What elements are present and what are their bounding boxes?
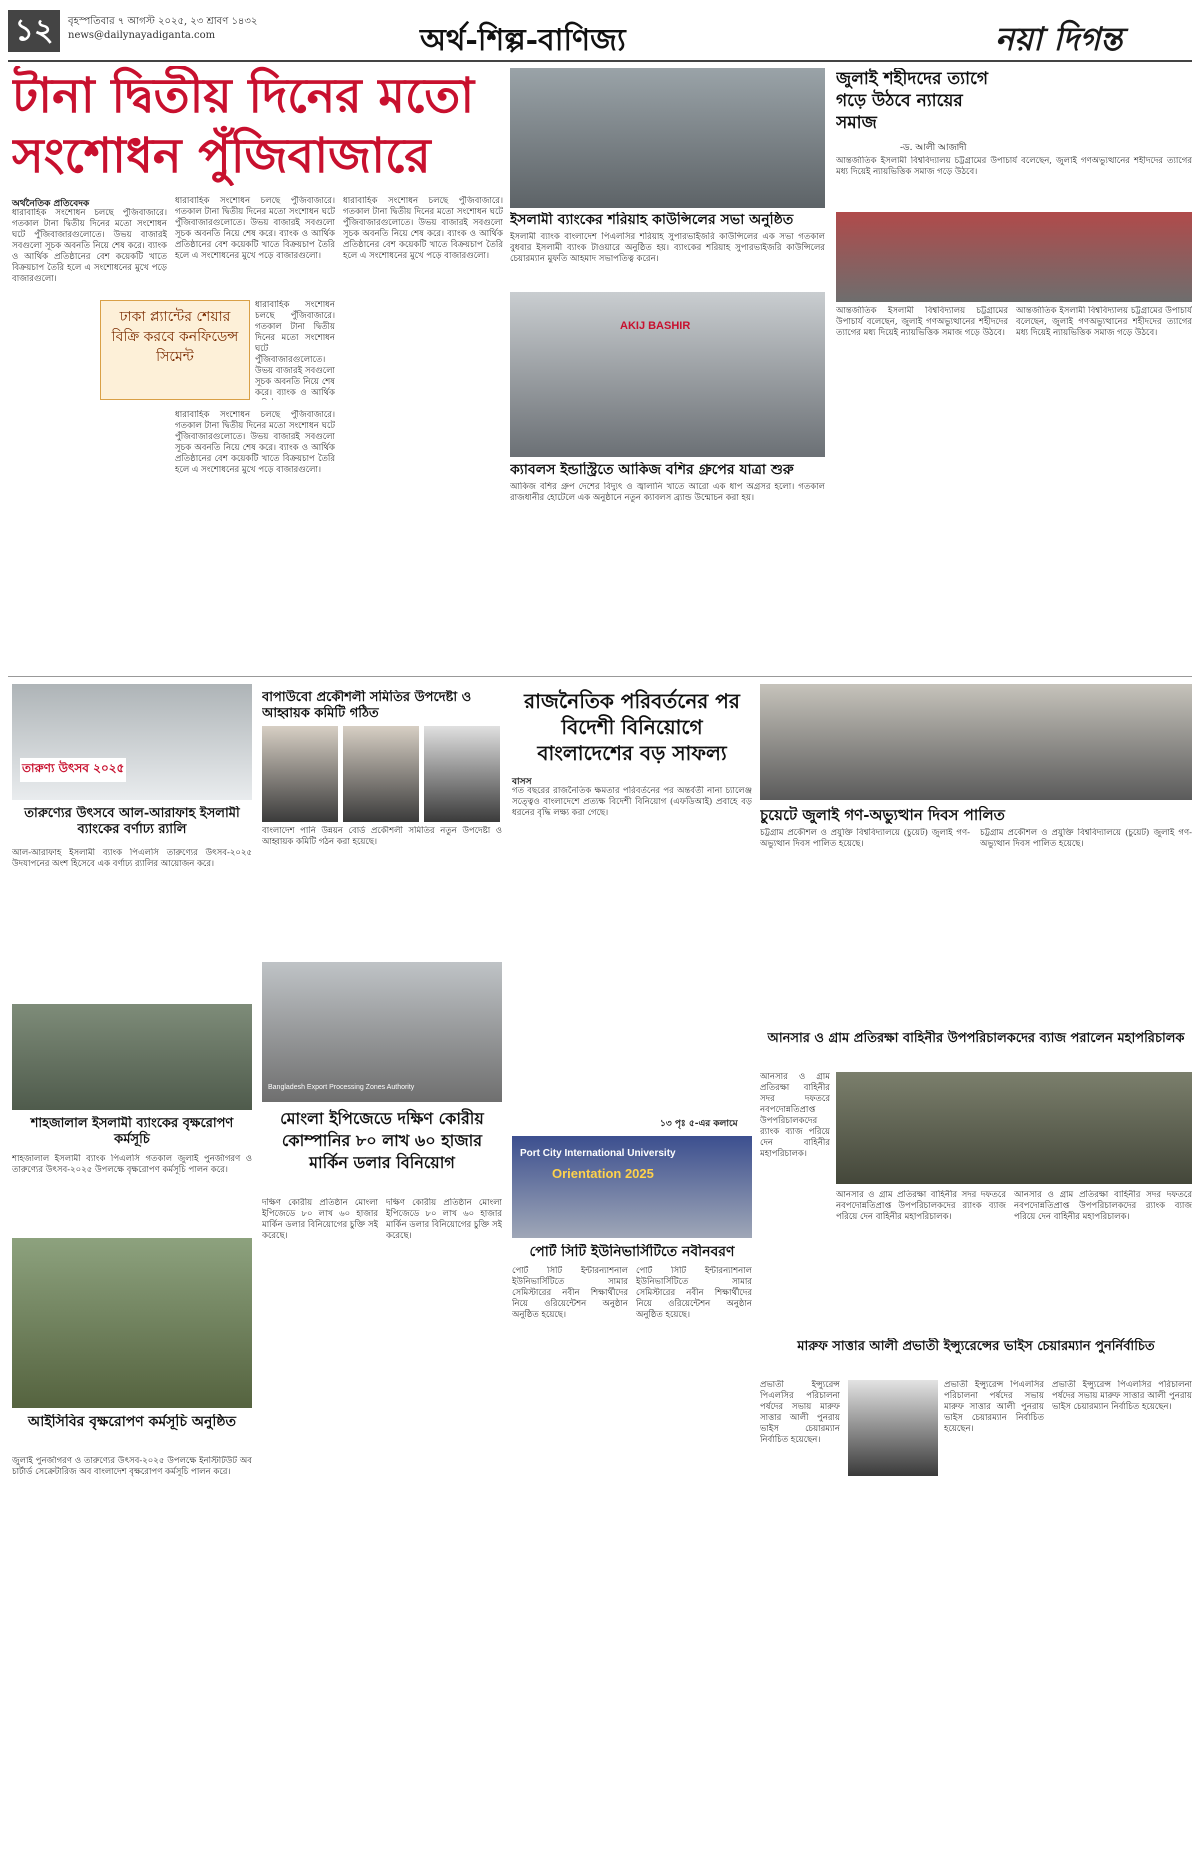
insurance-body-col1: প্রভাতী ইন্স্যুরেন্স পিএলসির পরিচালনা পর্ষদের সভায় মারুফ সাত্তার আলী পুনরায় ভাইস চেয়ারম্যান নির্বাচিত হয়েছেন। [760, 1380, 840, 1445]
portcity-headline: পোর্ট সিটি ইউনিভার্সিটিতে নবীনবরণ [529, 1244, 735, 1260]
alarafah-body: আল-আরাফাহ ইসলামী ব্যাংক পিএলসি তারুণ্যের উৎসব-২০২৫ উদযাপনের অংশ হিসেবে এক বর্ণাঢ্য র‌্যালির আয়োজন করে। [12, 848, 252, 869]
bapaubo-photo-1 [262, 726, 338, 822]
chuet-body-col2: চট্টগ্রাম প্রকৌশল ও প্রযুক্তি বিশ্ববিদ্যালয়ে (চুয়েট) জুলাই গণ-অভ্যুত্থান দিবস পালিত হয়েছে। [980, 828, 1192, 849]
mongla-body-col1: দক্ষিণ কোরীয় প্রতিষ্ঠান মোংলা ইপিজেডে ৮০ লাখ ৬০ হাজার মার্কিন ডলার বিনিয়োগের চুক্তি সই করেছে। [262, 1198, 378, 1241]
ansar-headline: আনসার ও গ্রাম প্রতিরক্ষা বাহিনীর উপপরিচালকদের ব্যাজ পরালেন মহাপরিচালক [767, 1031, 1185, 1046]
akij-photo [510, 292, 825, 457]
bapaubo-body: বাংলাদেশ পানি উন্নয়ন বোর্ড প্রকৌশলী সমিতির নতুন উপদেষ্টা ও আহ্বায়ক কমিটি গঠন করা হয়েছে। [262, 826, 502, 847]
bapaubo-photo-2 [343, 726, 419, 822]
akij-caption: ক্যাবলস ইন্ডাস্ট্রিতে আকিজ বশির গ্রুপের যাত্রা শুরু [510, 462, 794, 478]
chuet-photo [760, 684, 1192, 800]
lead-headline-line1: টানা দ্বিতীয় দিনের মতো [12, 68, 475, 124]
fdi-headline: রাজনৈতিক পরিবর্তনের পর বিদেশী বিনিয়োগে বাংলাদেশের বড় সাফল্য [524, 689, 740, 765]
islami-bank-caption: ইসলামী ব্যাংকের শরিয়াহ কাউন্সিলের সভা অনুষ্ঠিত [510, 212, 794, 228]
insurance-photo [848, 1380, 938, 1476]
insurance-headline: মারুফ সাত্তার আলী প্রভাতী ইন্স্যুরেন্সের ভাইস চেয়ারম্যান পুনর্নির্বাচিত [797, 1339, 1155, 1354]
ansar-photo [836, 1072, 1192, 1184]
fdi-body: গত বছরের রাজনৈতিক ক্ষমতার পরিবর্তনের পর অন্তর্বর্তী নানা চ্যালেঞ্জ সত্ত্বেও বাংলাদেশে প্রত্যক্ষ বিদেশী বিনিয়োগ (এফডিআই) প্রবাহে বড় ধরনের বৃদ্ধি লক্ষ্য করা গেছে। [512, 786, 752, 818]
islami-bank-body: ইসলামী ব্যাংক বাংলাদেশ পিএলসির শরিয়াহ সুপারভাইজরি কাউন্সিলের এক সভা গতকাল বুধবার ইসলামী ব্যাংক টাওয়ারে অনুষ্ঠিত হয়। ব্যাংকের শরিয়াহ সুপারভাইজরি কাউন্সিলের চেয়ারম্যান মুফতি আহমাদ সভাপতিত্ব করেন। [510, 232, 825, 264]
july-headline: জুলাই শহীদদের ত্যাগে গড়ে উঠবে ন্যায়ের সমাজ [836, 69, 988, 133]
portcity-banner: Port City International University [520, 1148, 676, 1159]
lead-body-col2: ধারাবাহিক সংশোধন চলছে পুঁজিবাজারে। গতকাল টানা দ্বিতীয় দিনের মতো সংশোধন ঘটে পুঁজিবাজারগুলোতে। উভয় বাজারই সবগুলো সূচক অবনতি নিয়ে শেষ করে। ব্যাংক ও আর্থিক প্রতিষ্ঠানের বেশ কয়েকটি খাতে বিক্রয়চাপ তৈরি হলে এ সংশোধনের মুখে পড়ে বাজারগুলো। [175, 196, 335, 261]
alarafah-headline: তারুণ্যের উৎসবে আল-আরাফাহ ইসলামী ব্যাংকের বর্ণাঢ্য র‌্যালি [24, 806, 240, 837]
lead-headline [12, 66, 502, 186]
july-body-a: আন্তর্জাতিক ইসলামী বিশ্ববিদ্যালয় চট্টগ্রামের উপাচার্য বলেছেন, জুলাই গণঅভ্যুত্থানের শহীদদের ত্যাগের মধ্য দিয়েই ন্যায়ভিত্তিক সমাজ গড়ে উঠবে। [836, 156, 1192, 177]
ansar-body-col2: আনসার ও গ্রাম প্রতিরক্ষা বাহিনীর সদর দফতরে নবপদোন্নতিপ্রাপ্ত উপপরিচালকদের র‌্যাংক ব্যাজ পরিয়ে দেন বাহিনীর মহাপরিচালক। [836, 1190, 1006, 1222]
insurance-body-col3: প্রভাতী ইন্স্যুরেন্স পিএলসির পরিচালনা পর্ষদের সভায় মারুফ সাত্তার আলী পুনরায় ভাইস চেয়ারম্যান নির্বাচিত হয়েছেন। [1052, 1380, 1192, 1412]
pullquote-box [100, 300, 250, 400]
fdi-jump: ১৩ পৃঃ ৫-এর কলামে [660, 1119, 738, 1129]
akij-banner-text: AKIJ BASHIR [620, 320, 691, 332]
ansar-body-col3: আনসার ও গ্রাম প্রতিরক্ষা বাহিনীর সদর দফতরে নবপদোন্নতিপ্রাপ্ত উপপরিচালকদের র‌্যাংক ব্যাজ পরিয়ে দেন বাহিনীর মহাপরিচালক। [1014, 1190, 1192, 1222]
july-photo [836, 212, 1192, 302]
page-number-box [8, 10, 60, 52]
page-number: ১২ [14, 13, 54, 48]
pullquote-text: ঢাকা প্ল্যান্টের শেয়ার বিক্রি করবে কনফিডেন্স সিমেন্ট [111, 309, 239, 365]
lead-headline-line2: সংশোধন পুঁজিবাজারে [12, 128, 431, 184]
portcity-body-col2: পোর্ট সিটি ইন্টারন্যাশনাল ইউনিভার্সিটিতে সামার সেমিস্টারের নবীন শিক্ষার্থীদের নিয়ে ওরিয়েন্টেশন অনুষ্ঠান অনুষ্ঠিত হয়েছে। [636, 1266, 752, 1320]
shahjalal-body: শাহজালাল ইসলামী ব্যাংক পিএলসি গতকাল জুলাই পুনর্জাগরণ ও তারুণ্যের উৎসব-২০২৫ উপলক্ষে বৃক্ষরোপণ কর্মসূচি পালন করে। [12, 1154, 252, 1175]
chuet-body-col1: চট্টগ্রাম প্রকৌশল ও প্রযুক্তি বিশ্ববিদ্যালয়ে (চুয়েট) জুলাই গণ-অভ্যুত্থান দিবস পালিত হয়েছে। [760, 828, 970, 849]
portcity-photo [512, 1136, 752, 1238]
issue-date: বৃহস্পতিবার ৭ আগস্ট ২০২৫, ২৩ শ্রাবণ ১৪৩২ [68, 16, 258, 27]
july-body-col2: আন্তর্জাতিক ইসলামী বিশ্ববিদ্যালয় চট্টগ্রামের উপাচার্য বলেছেন, জুলাই গণঅভ্যুত্থানের শহীদদের ত্যাগের মধ্য দিয়েই ন্যায়ভিত্তিক সমাজ গড়ে উঠবে। [1016, 306, 1192, 338]
portcity-banner2: Orientation 2025 [552, 1166, 654, 1181]
lead-body-col2c: ধারাবাহিক সংশোধন চলছে পুঁজিবাজারে। গতকাল টানা দ্বিতীয় দিনের মতো সংশোধন ঘটে পুঁজিবাজারগুলোতে। উভয় বাজারই সবগুলো সূচক অবনতি নিয়ে শেষ করে। ব্যাংক ও আর্থিক প্রতিষ্ঠানের বেশ কয়েকটি খাতে বিক্রয়চাপ তৈরি হলে এ সংশোধনের মুখে পড়ে বাজারগুলো। [175, 410, 335, 475]
shahjalal-headline: শাহজালাল ইসলামী ব্যাংকের বৃক্ষরোপণ কর্মসূচি [30, 1116, 234, 1147]
icsb-photo [12, 1238, 252, 1408]
mongla-headline: মোংলা ইপিজেডে দক্ষিণ কোরীয় কোম্পানির ৮০ লাখ ৬০ হাজার মার্কিন ডলার বিনিয়োগ [280, 1109, 484, 1172]
portcity-body-col1: পোর্ট সিটি ইন্টারন্যাশনাল ইউনিভার্সিটিতে সামার সেমিস্টারের নবীন শিক্ষার্থীদের নিয়ে ওরিয়েন্টেশন অনুষ্ঠান অনুষ্ঠিত হয়েছে। [512, 1266, 628, 1320]
taruno-logo: তারুণ্য উৎসব ২০২৫ [20, 758, 126, 782]
ansar-body-col1: আনসার ও গ্রাম প্রতিরক্ষা বাহিনীর সদর দফতরে নবপদোন্নতিপ্রাপ্ত উপপরিচালকদের র‌্যাংক ব্যাজ পরিয়ে দেন বাহিনীর মহাপরিচালক। [760, 1072, 830, 1159]
mid-rule [8, 676, 1192, 677]
alarafah-photo [12, 684, 252, 800]
icsb-body: জুলাই পুনর্জাগরণ ও তারুণ্যের উৎসব-২০২৫ উপলক্ষে ইনস্টিটিউট অব চার্টার্ড সেক্রেটারিজ অব বাংলাদেশ বৃক্ষরোপণ কর্মসূচি পালন করে। [12, 1456, 252, 1477]
lead-body-col1: ধারাবাহিক সংশোধন চলছে পুঁজিবাজারে। গতকাল টানা দ্বিতীয় দিনের মতো সংশোধন ঘটে পুঁজিবাজারগুলোতে। উভয় বাজারই সবগুলো সূচক অবনতি নিয়ে শেষ করে। ব্যাংক ও আর্থিক প্রতিষ্ঠানের বেশ কয়েকটি খাতে বিক্রয়চাপ তৈরি হলে এ সংশোধনের মুখে পড়ে বাজারগুলো। [12, 208, 167, 284]
july-body-col1: আন্তর্জাতিক ইসলামী বিশ্ববিদ্যালয় চট্টগ্রামের উপাচার্য বলেছেন, জুলাই গণঅভ্যুত্থানের শহীদদের ত্যাগের মধ্য দিয়েই ন্যায়ভিত্তিক সমাজ গড়ে উঠবে। [836, 306, 1008, 338]
masthead-rule [8, 60, 1192, 62]
july-byline: -ড. আলী আজাদী [900, 143, 967, 153]
email: news@dailynayadiganta.com [68, 30, 216, 41]
lead-byline: অর্থনৈতিক প্রতিবেদক [12, 199, 90, 209]
fdi-byline: বাসস [512, 777, 532, 787]
akij-body: আকিজ বশির গ্রুপ দেশের বিদ্যুৎ ও জ্বালানি খাতে আরো এক ধাপ অগ্রসর হলো। গতকাল রাজধানীর হোটেলে এক অনুষ্ঠানে নতুন ক্যাবলস ব্র্যান্ড উন্মোচন করা হয়। [510, 482, 825, 503]
mongla-photo [262, 962, 502, 1102]
bapaubo-headline: বাপাউবো প্রকৌশলী সমিতির উপদেষ্টা ও আহ্বায়ক কমিটি গঠিত [262, 690, 472, 721]
shahjalal-photo [12, 1004, 252, 1110]
bapaubo-photo-3 [424, 726, 500, 822]
icsb-headline: আইসিবির বৃক্ষরোপণ কর্মসূচি অনুষ্ঠিত [28, 1414, 236, 1430]
lead-body-col3: ধারাবাহিক সংশোধন চলছে পুঁজিবাজারে। গতকাল টানা দ্বিতীয় দিনের মতো সংশোধন ঘটে পুঁজিবাজারগুলোতে। উভয় বাজারই সবগুলো সূচক অবনতি নিয়ে শেষ করে। ব্যাংক ও আর্থিক প্রতিষ্ঠানের বেশ কয়েকটি খাতে বিক্রয়চাপ তৈরি হলে এ সংশোধনের মুখে পড়ে বাজারগুলো। [343, 196, 503, 261]
section-title: অর্থ-শিল্প-বাণিজ্য [420, 23, 626, 58]
newspaper-logo: নয়া দিগন্ত [995, 20, 1123, 58]
islami-bank-photo [510, 68, 825, 208]
chuet-headline: চুয়েটে জুলাই গণ-অভ্যুত্থান দিবস পালিত [760, 806, 1005, 824]
insurance-body-col2: প্রভাতী ইন্স্যুরেন্স পিএলসির পরিচালনা পর্ষদের সভায় মারুফ সাত্তার আলী পুনরায় ভাইস চেয়ারম্যান নির্বাচিত হয়েছেন। [944, 1380, 1044, 1434]
mongla-photo-caption: Bangladesh Export Processing Zones Authority [268, 1084, 415, 1091]
mongla-body-col2: দক্ষিণ কোরীয় প্রতিষ্ঠান মোংলা ইপিজেডে ৮০ লাখ ৬০ হাজার মার্কিন ডলার বিনিয়োগের চুক্তি সই করেছে। [386, 1198, 502, 1241]
lead-body-col2b: ধারাবাহিক সংশোধন চলছে পুঁজিবাজারে। গতকাল টানা দ্বিতীয় দিনের মতো সংশোধন ঘটে পুঁজিবাজারগুলোতে। উভয় বাজারই সবগুলো সূচক অবনতি নিয়ে শেষ করে। ব্যাংক ও আর্থিক [255, 300, 335, 398]
